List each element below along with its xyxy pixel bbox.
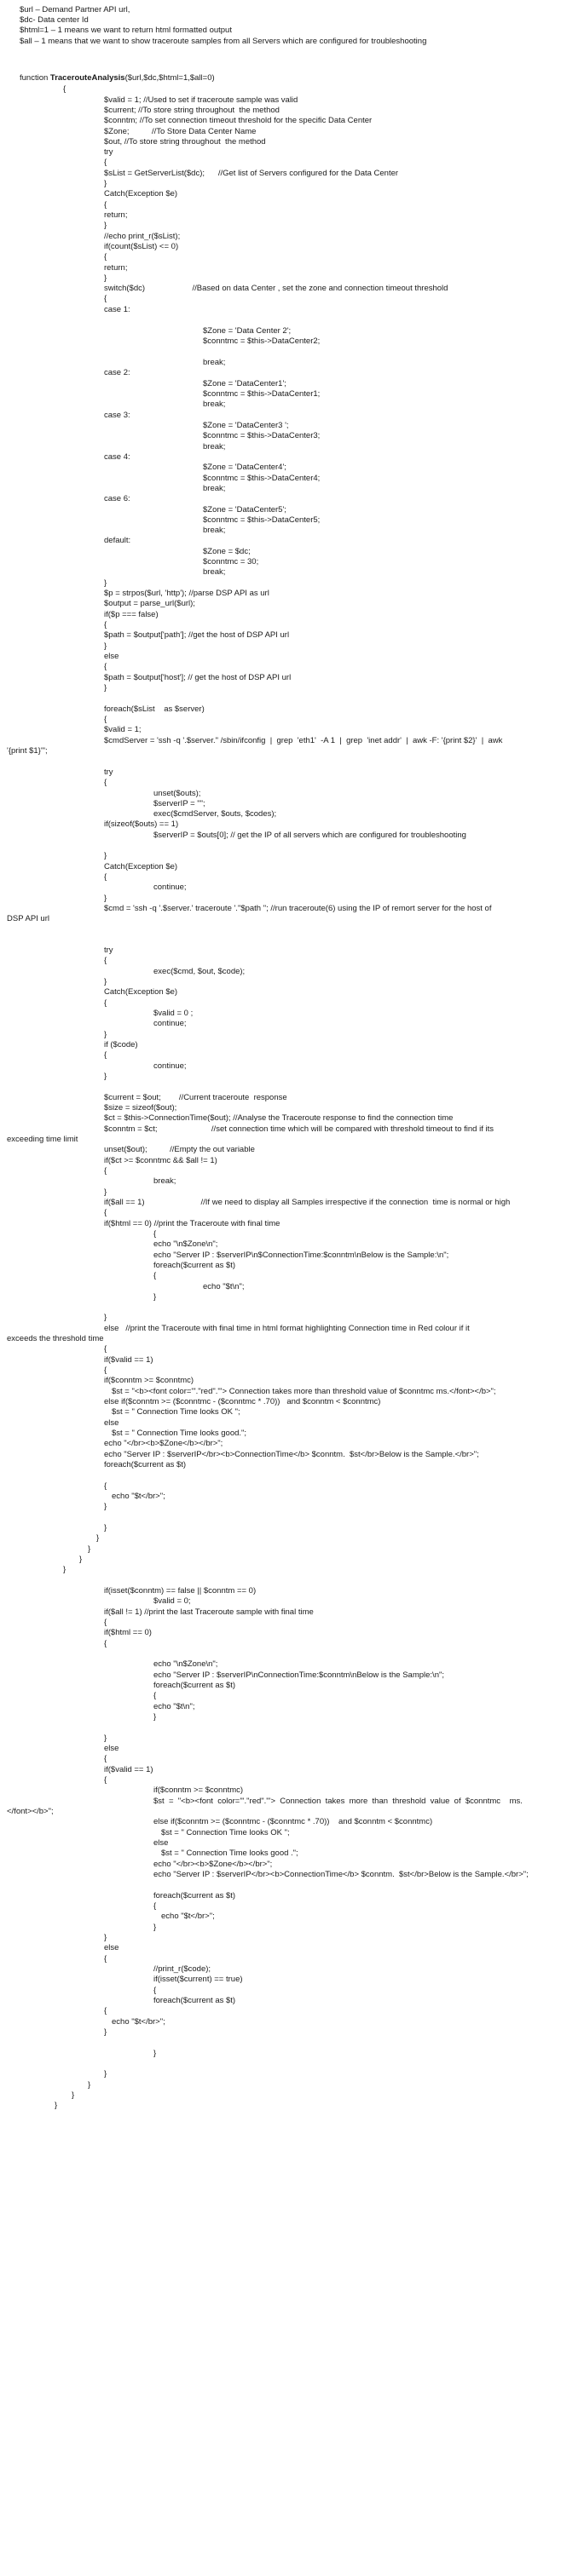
code-line: }: [153, 1712, 157, 1722]
code-line: else: [104, 1744, 119, 1753]
code-line: if ($code): [104, 1040, 138, 1049]
code-line: $valid = 0 ;: [153, 1009, 194, 1018]
code-line: {: [153, 1901, 157, 1911]
code-line: }: [63, 1565, 66, 1574]
code-line: $valid = 1;: [104, 725, 142, 734]
code-line: echo "$t</br>";: [161, 1912, 215, 1921]
code-line: if(count($sList) <= 0): [104, 242, 179, 251]
code-line: }: [104, 683, 107, 693]
code-line: echo "Server IP : $serverIP\n$ConnectionTime:$conntm\nBelow is the Sample:\n";: [153, 1251, 449, 1260]
code-line: $Zone = 'DataCenter5';: [203, 505, 286, 515]
code-line: </font></b>";: [7, 1807, 54, 1816]
code-line: $valid = 0;: [153, 1596, 191, 1606]
code-line: }: [104, 1313, 107, 1322]
code-line: {: [104, 1344, 107, 1354]
code-line: echo "\n$Zone\n";: [153, 1659, 218, 1669]
code-line: echo "\n$Zone\n";: [153, 1239, 218, 1249]
code-line: $st = " Connection Time looks good.";: [112, 1429, 247, 1438]
code-line: {: [104, 662, 107, 671]
code-line: echo "Server IP : $serverIP\nConnectionTime:$conntm\nBelow is the Sample:\n";: [153, 1670, 444, 1680]
code-line: {: [104, 294, 107, 303]
code-line: }: [153, 1923, 157, 1932]
code-line: {: [104, 200, 107, 210]
code-line: {: [63, 84, 66, 94]
code-line: {: [104, 1618, 107, 1627]
code-line: Catch(Exception $e): [104, 189, 178, 198]
code-line: $st = "<b><font color='"."red"."'> Connection takes more than threshold value of $conntmc ms.: [153, 1797, 523, 1806]
code-line: $st = " Connection Time looks OK ";: [161, 1828, 290, 1837]
code-line: switch($dc) //Based on data Center , set the zone and connection timeout threshold: [104, 284, 448, 293]
code-line: foreach($current as $t): [153, 1996, 236, 2005]
code-line: {: [104, 778, 107, 787]
code-line: {: [104, 1050, 107, 1060]
code-line: }: [104, 1072, 107, 1081]
code-line: default:: [104, 536, 131, 545]
code-line: $conntm; //To set connection timeout threshold for the specific Data Center: [104, 116, 373, 125]
code-line: else: [104, 652, 119, 661]
code-line: }: [96, 1533, 100, 1543]
code-line: $conntmc = 30;: [203, 557, 259, 566]
code-line: {: [153, 1691, 157, 1700]
code-line: }: [104, 894, 107, 903]
code-line: echo "Server IP : $serverIP</br><b>ConnectionTime</b> $conntm. $st</br>Below is the Sample.</br>";: [153, 1870, 529, 1879]
code-line: $p = strpos($url, 'http'); //parse DSP API as url: [104, 589, 269, 598]
code-line: if(sizeof($outs) == 1): [104, 819, 179, 829]
code-line: $Zone; //To Store Data Center Name: [104, 127, 257, 136]
code-line: '{print $1}'";: [7, 746, 48, 756]
code-line: if($valid == 1): [104, 1765, 153, 1774]
code-line: Catch(Exception $e): [104, 987, 178, 997]
code-line: //echo print_r($sList);: [104, 232, 181, 241]
code-line: }: [104, 977, 107, 986]
code-line: {: [104, 620, 107, 630]
code-line: try: [104, 946, 113, 955]
code-line: if($all != 1) //print the last Traceroute sample with final time: [104, 1607, 314, 1617]
code-line: $all – 1 means that we want to show traceroute samples from all Servers which are configured for troubleshooting: [20, 37, 427, 46]
code-line: {: [104, 1481, 107, 1491]
code-line: $Zone = 'DataCenter4';: [203, 463, 286, 472]
code-line: }: [104, 1030, 107, 1039]
code-line: $current; //To store string throughout the method: [104, 106, 280, 115]
code-line: }: [88, 1544, 91, 1554]
code-line: }: [104, 1502, 107, 1511]
code-line: else if($conntm >= ($conntmc - ($conntmc * .70)) and $conntm < $conntmc): [104, 1397, 381, 1406]
code-line: //print_r($code);: [153, 1964, 211, 1974]
code-line: }: [104, 273, 107, 283]
code-line: echo "$t\n";: [203, 1282, 245, 1291]
code-line: $st = " Connection Time looks good .";: [161, 1849, 298, 1858]
code-line: break;: [203, 358, 226, 367]
code-line: $path = $output['host']; // get the host of DSP API url: [104, 673, 292, 682]
code-line: $serverIP = "";: [153, 799, 205, 808]
code-line: continue;: [153, 883, 187, 892]
code-line: {: [104, 715, 107, 724]
code-line: echo "</br><b>$Zone</b></br>";: [104, 1439, 223, 1448]
code-line: {: [153, 1271, 157, 1280]
code-line: return;: [104, 210, 128, 220]
code-line: echo "$t\n";: [153, 1702, 195, 1711]
code-line: else //print the Traceroute with final time in html format highlighting Connection time in Red colour if it: [104, 1324, 470, 1333]
code-line: break;: [203, 484, 226, 493]
code-line: else: [104, 1418, 119, 1428]
code-line: case 2:: [104, 368, 130, 377]
code-line: }: [72, 2090, 75, 2100]
code-line: $Zone = 'Data Center 2';: [203, 326, 292, 336]
code-line: {: [104, 1775, 107, 1785]
code-line: {: [104, 1208, 107, 1217]
code-line: function TracerouteAnalysis($url,$dc,$html=1,$all=0): [20, 73, 215, 83]
code-line: continue;: [153, 1019, 187, 1028]
code-line: break;: [203, 400, 226, 409]
code-line: if($valid == 1): [104, 1355, 153, 1365]
code-line: }: [104, 179, 107, 188]
code-line: Catch(Exception $e): [104, 862, 178, 871]
code-line: $Zone = 'DataCenter1';: [203, 379, 286, 388]
code-line: {: [153, 1229, 157, 1239]
code-line: $conntm = $ct; //set connection time which will be compared with threshold timeout to find if its: [104, 1124, 494, 1134]
code-line: unset($outs);: [153, 789, 201, 798]
code-line: {: [104, 1754, 107, 1763]
code-line: {: [104, 1166, 107, 1176]
code-line: exceeds the threshold time: [7, 1334, 104, 1343]
code-line: if($html == 0): [104, 1628, 152, 1637]
code-line: $out, //To store string throughout the method: [104, 137, 266, 147]
code-line: {: [104, 998, 107, 1008]
code-line: if(isset($conntm) == false || $conntm == 0): [104, 1586, 257, 1596]
code-line: }: [104, 641, 107, 651]
code-line: }: [153, 1292, 157, 1302]
code-line: }: [104, 851, 107, 860]
code-line: if($p === false): [104, 610, 159, 619]
code-line: $serverIP = $outs[0]; // get the IP of all servers which are configured for troubleshooting: [153, 831, 466, 840]
code-line: }: [55, 2101, 58, 2110]
function-name: TracerouteAnalysis: [49, 73, 125, 83]
code-line: }: [104, 1187, 107, 1197]
code-line: $html=1 – 1 means we want to return html formatted output: [20, 26, 232, 35]
code-line: $path = $output['path']; //get the host of DSP API url: [104, 630, 290, 640]
code-line: echo "Server IP : $serverIP</br><b>ConnectionTime</b> $conntm. $st</br>Below is the Sample.</br>";: [104, 1450, 479, 1459]
code-line: case 1:: [104, 305, 130, 314]
code-line: echo "</br><b>$Zone</b></br>";: [153, 1860, 273, 1869]
code-line: }: [79, 1555, 83, 1564]
code-line: $ct = $this->ConnectionTime($out); //Analyse the Traceroute response to find the connection time: [104, 1113, 454, 1123]
code-line: {: [104, 956, 107, 965]
code-line: }: [104, 221, 107, 230]
code-line: $cmdServer = 'ssh -q '.$server." /sbin/ifconfig | grep 'eth1' -A 1 | grep 'inet addr' | awk -F: '{print $2}' | awk: [104, 736, 503, 745]
code-line: $st = "<b><font color='"."red"."'> Connection takes more than threshold value of $conntmc ms.</font></b>";: [112, 1387, 496, 1396]
code-line: {: [104, 158, 107, 167]
code-line: {: [104, 252, 107, 262]
code-line: }: [104, 1933, 107, 1942]
code-line: case 6:: [104, 494, 130, 503]
code-line: }: [104, 2069, 107, 2079]
code-line: DSP API url: [7, 914, 49, 923]
code-line: {: [104, 1954, 107, 1964]
code-line: $size = sizeof($out);: [104, 1103, 177, 1113]
code-line: {: [104, 872, 107, 882]
code-line: $url – Demand Partner API url,: [20, 5, 130, 14]
code-line: }: [153, 2049, 157, 2058]
code-line: }: [104, 2027, 107, 2037]
code-line: }: [104, 578, 107, 588]
code-line: $Zone = $dc;: [203, 547, 251, 556]
code-line: exceeding time limit: [7, 1135, 78, 1144]
code-line: if(isset($current) == true): [153, 1975, 243, 1984]
code-line: $current = $out; //Current traceroute response: [104, 1093, 287, 1102]
code-line: $st = " Connection Time looks OK ";: [112, 1407, 240, 1417]
code-line: if($ct >= $conntmc && $all != 1): [104, 1156, 217, 1165]
code-line: break;: [203, 526, 226, 535]
code-line: $conntmc = $this->DataCenter5;: [203, 515, 321, 525]
code-line: }: [104, 1734, 107, 1743]
code-line: if($conntm >= $conntmc): [104, 1376, 194, 1385]
code-line: case 3:: [104, 411, 130, 420]
code-line: {: [104, 1366, 107, 1375]
code-line: $conntmc = $this->DataCenter3;: [203, 431, 321, 440]
code-line: foreach($current as $t): [153, 1891, 236, 1900]
code-line: }: [104, 1523, 107, 1532]
code-line: exec($cmdServer, $outs, $codes);: [153, 809, 277, 819]
code-line: try: [104, 147, 113, 157]
code-line: echo "$t</br>";: [112, 2017, 165, 2027]
code-line: $conntmc = $this->DataCenter2;: [203, 336, 321, 346]
code-line: foreach($current as $t): [153, 1261, 236, 1270]
code-line: unset($out); //Empty the out variable: [104, 1145, 255, 1154]
code-line: $sList = GetServerList($dc); //Get list of Servers configured for the Data Center: [104, 169, 399, 178]
code-line: $output = parse_url($url);: [104, 599, 195, 608]
code-line: return;: [104, 263, 128, 273]
code-line: $valid = 1; //Used to set if traceroute sample was valid: [104, 95, 298, 105]
code-line: $cmd = 'ssh -q '.$server.' traceroute '."$path "; //run traceroute(6) using the IP of remort server for the host of: [104, 904, 492, 913]
code-line: if($html == 0) //print the Traceroute with final time: [104, 1219, 280, 1228]
code-line: continue;: [153, 1061, 187, 1071]
code-line: exec($cmd, $out, $code);: [153, 967, 246, 976]
code-line: foreach($current as $t): [153, 1681, 236, 1690]
code-line: {: [104, 2006, 107, 2015]
code-line: $Zone = 'DataCenter3 ';: [203, 421, 289, 430]
code-line: break;: [153, 1176, 176, 1186]
code-line: else: [104, 1943, 119, 1952]
code-line: if($all == 1) //If we need to display all Samples irrespective if the connection time is normal or high: [104, 1198, 511, 1207]
code-line: $conntmc = $this->DataCenter1;: [203, 389, 321, 399]
code-line: case 4:: [104, 452, 130, 462]
code-line: {: [153, 1986, 157, 1995]
code-line: break;: [203, 567, 226, 577]
code-line: else if($conntm >= ($conntmc - ($conntmc * .70)) and $conntm < $conntmc): [153, 1817, 433, 1826]
code-line: {: [104, 1639, 107, 1648]
code-line: foreach($sList as $server): [104, 704, 205, 714]
code-line: foreach($current as $t): [104, 1460, 187, 1469]
code-line: else: [153, 1838, 169, 1848]
code-line: echo "$t</br>";: [112, 1492, 165, 1501]
code-line: break;: [203, 442, 226, 451]
code-line: $conntmc = $this->DataCenter4;: [203, 474, 321, 483]
code-line: $dc- Data center Id: [20, 15, 89, 25]
code-line: if($conntm >= $conntmc): [153, 1785, 244, 1795]
code-line: }: [88, 2080, 91, 2090]
code-line: try: [104, 768, 113, 777]
